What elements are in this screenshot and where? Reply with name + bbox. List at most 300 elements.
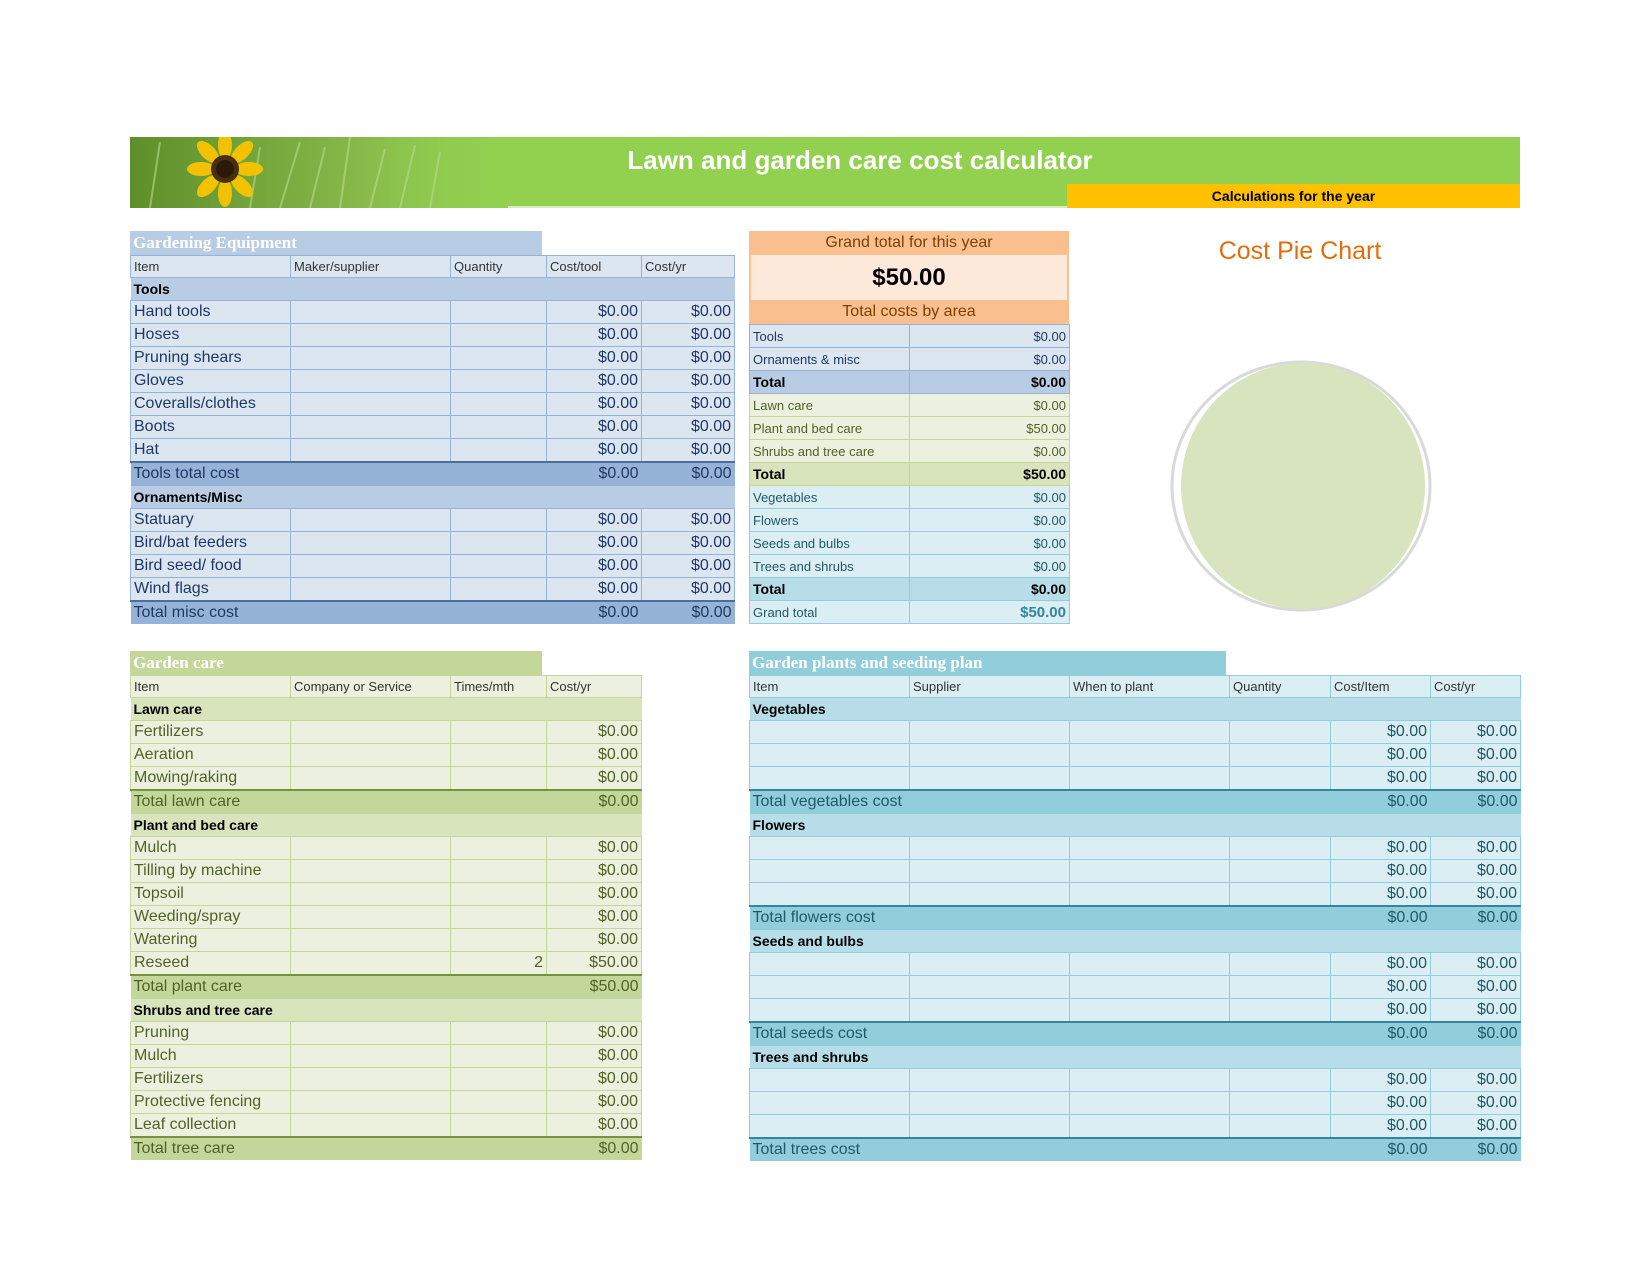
total-label: Total trees cost — [750, 1138, 1331, 1161]
cost-item-cell[interactable]: $0.00 — [1331, 999, 1431, 1023]
item-cell[interactable]: Statuary — [131, 509, 291, 532]
total-row — [750, 1022, 1521, 1046]
item-cell[interactable] — [750, 1115, 910, 1139]
when-cell[interactable] — [1070, 721, 1230, 744]
supplier-cell[interactable] — [291, 324, 451, 347]
company-cell[interactable] — [291, 767, 451, 791]
company-cell[interactable] — [291, 837, 451, 860]
supplier-cell[interactable] — [910, 953, 1070, 976]
supplier-cell[interactable] — [910, 999, 1070, 1023]
supplier-cell[interactable] — [291, 439, 451, 463]
supplier-cell[interactable] — [910, 883, 1070, 907]
company-cell[interactable] — [291, 883, 451, 906]
cost-yr-cell: $0.00 — [1431, 744, 1521, 767]
when-cell[interactable] — [1070, 1092, 1230, 1115]
item-cell[interactable] — [750, 767, 910, 791]
company-cell[interactable] — [291, 744, 451, 767]
supplier-cell[interactable] — [910, 1069, 1070, 1092]
cost-tool-cell[interactable]: $0.00 — [547, 393, 642, 416]
summary-value: $0.00 — [910, 440, 1070, 463]
cost-yr-cell: $0.00 — [642, 393, 735, 416]
summary-label: Trees and shrubs — [750, 555, 910, 578]
cost-yr-cell: $0.00 — [1431, 976, 1521, 999]
item-cell[interactable]: Mowing/raking — [131, 767, 291, 791]
item-cell[interactable]: Bird/bat feeders — [131, 532, 291, 555]
cost-yr-cell: $0.00 — [547, 906, 642, 929]
supplier-cell[interactable] — [291, 370, 451, 393]
company-cell[interactable] — [291, 1068, 451, 1091]
quantity-cell[interactable] — [451, 578, 547, 602]
table-row — [131, 555, 735, 578]
times-cell[interactable] — [451, 721, 547, 744]
when-cell[interactable] — [1070, 837, 1230, 860]
cost-yr-cell: $0.00 — [547, 1091, 642, 1114]
cost-yr-cell: $0.00 — [642, 347, 735, 370]
table-row — [131, 301, 735, 324]
cost-item-cell[interactable]: $0.00 — [1331, 767, 1431, 791]
table-row — [750, 837, 1521, 860]
quantity-cell[interactable] — [1230, 721, 1331, 744]
supplier-cell[interactable] — [910, 1092, 1070, 1115]
item-cell[interactable]: Tilling by machine — [131, 860, 291, 883]
section-header-tools: Tools — [131, 278, 735, 301]
company-cell[interactable] — [291, 1114, 451, 1138]
grand-total-value: $50.00 — [749, 255, 1069, 300]
company-cell[interactable] — [291, 929, 451, 952]
item-cell[interactable] — [750, 999, 910, 1023]
column-header: Company or Service — [291, 676, 451, 698]
total-cost-item: $0.00 — [1331, 906, 1431, 930]
item-cell[interactable]: Mulch — [131, 837, 291, 860]
total-cost-item: $0.00 — [1331, 1138, 1431, 1161]
when-cell[interactable] — [1070, 860, 1230, 883]
cost-yr-cell: $0.00 — [642, 324, 735, 347]
total-cost-yr: $0.00 — [1431, 1022, 1521, 1046]
when-cell[interactable] — [1070, 1069, 1230, 1092]
table-row — [131, 1022, 642, 1045]
item-cell[interactable]: Leaf collection — [131, 1114, 291, 1138]
item-cell[interactable]: Hoses — [131, 324, 291, 347]
cost-tool-cell[interactable]: $0.00 — [547, 532, 642, 555]
company-cell[interactable] — [291, 906, 451, 929]
table-row — [131, 1045, 642, 1068]
cost-tool-cell[interactable]: $0.00 — [547, 347, 642, 370]
item-cell[interactable]: Pruning — [131, 1022, 291, 1045]
quantity-cell[interactable] — [451, 370, 547, 393]
total-cost-item: $0.00 — [1331, 790, 1431, 814]
summary-value: $0.00 — [910, 532, 1070, 555]
times-cell[interactable] — [451, 860, 547, 883]
table-row — [131, 393, 735, 416]
total-row — [750, 906, 1521, 930]
section-header-plant-and-bed-care: Plant and bed care — [131, 814, 642, 837]
quantity-cell[interactable] — [451, 509, 547, 532]
column-header: Cost/yr — [642, 256, 735, 278]
company-cell[interactable] — [291, 1091, 451, 1114]
quantity-cell[interactable] — [1230, 1092, 1331, 1115]
item-cell[interactable] — [750, 860, 910, 883]
cost-yr-cell: $0.00 — [547, 860, 642, 883]
times-cell[interactable] — [451, 1022, 547, 1045]
summary-row — [750, 486, 1070, 509]
summary-label: Total — [750, 463, 910, 486]
summary-row — [750, 417, 1070, 440]
cost-yr-cell: $0.00 — [1431, 1115, 1521, 1139]
total-row — [750, 790, 1521, 814]
summary-label: Total — [750, 371, 910, 394]
table-row — [750, 999, 1521, 1023]
item-cell[interactable]: Reseed — [131, 952, 291, 976]
cost-item-cell[interactable]: $0.00 — [1331, 721, 1431, 744]
plants-section-title: Garden plants and seeding plan — [749, 651, 1226, 675]
item-cell[interactable]: Topsoil — [131, 883, 291, 906]
column-header: Cost/yr — [547, 676, 642, 698]
quantity-cell[interactable] — [1230, 860, 1331, 883]
table-row — [131, 860, 642, 883]
summary-row — [750, 509, 1070, 532]
quantity-cell[interactable] — [1230, 999, 1331, 1023]
plants-table — [749, 675, 1521, 1161]
summary-total-row — [750, 463, 1070, 486]
summary-label: Plant and bed care — [750, 417, 910, 440]
total-label: Total flowers cost — [750, 906, 1331, 930]
total-cost-yr: $50.00 — [547, 975, 642, 999]
table-header-row — [131, 676, 642, 698]
item-cell[interactable] — [750, 953, 910, 976]
company-cell[interactable] — [291, 1022, 451, 1045]
cost-item-cell[interactable]: $0.00 — [1331, 953, 1431, 976]
garden-care-table — [130, 675, 642, 1160]
quantity-cell[interactable] — [451, 416, 547, 439]
supplier-cell[interactable] — [291, 416, 451, 439]
total-row — [131, 1137, 642, 1160]
cost-yr-cell: $0.00 — [1431, 721, 1521, 744]
times-cell[interactable] — [451, 837, 547, 860]
section-header-trees-and-shrubs: Trees and shrubs — [750, 1046, 1521, 1069]
item-cell[interactable] — [750, 1092, 910, 1115]
quantity-cell[interactable] — [1230, 883, 1331, 907]
when-cell[interactable] — [1070, 976, 1230, 999]
quantity-cell[interactable] — [451, 393, 547, 416]
item-cell[interactable]: Mulch — [131, 1045, 291, 1068]
when-cell[interactable] — [1070, 999, 1230, 1023]
summary-value: $0.00 — [910, 348, 1070, 371]
summary-label: Shrubs and tree care — [750, 440, 910, 463]
cost-tool-cell[interactable]: $0.00 — [547, 578, 642, 602]
cost-yr-cell: $0.00 — [642, 509, 735, 532]
table-row — [131, 906, 642, 929]
item-cell[interactable] — [750, 744, 910, 767]
summary-label: Grand total — [750, 601, 910, 624]
company-cell[interactable] — [291, 860, 451, 883]
cost-yr-cell: $0.00 — [547, 744, 642, 767]
cost-yr-cell: $0.00 — [642, 439, 735, 463]
quantity-cell[interactable] — [1230, 953, 1331, 976]
summary-value: $0.00 — [910, 486, 1070, 509]
cost-yr-cell: $0.00 — [642, 370, 735, 393]
cost-item-cell[interactable]: $0.00 — [1331, 744, 1431, 767]
supplier-cell[interactable] — [910, 860, 1070, 883]
item-cell[interactable]: Coveralls/clothes — [131, 393, 291, 416]
supplier-cell[interactable] — [910, 721, 1070, 744]
total-label: Total seeds cost — [750, 1022, 1331, 1046]
total-cost-yr: $0.00 — [547, 790, 642, 814]
cost-yr-cell: $0.00 — [547, 837, 642, 860]
item-cell[interactable] — [750, 883, 910, 907]
table-row — [131, 837, 642, 860]
supplier-cell[interactable] — [910, 976, 1070, 999]
cost-yr-cell: $0.00 — [1431, 1092, 1521, 1115]
table-row — [131, 416, 735, 439]
total-cost-yr: $0.00 — [1431, 790, 1521, 814]
when-cell[interactable] — [1070, 744, 1230, 767]
total-row — [131, 975, 642, 999]
total-cost-yr: $0.00 — [642, 601, 735, 624]
cost-item-cell[interactable]: $0.00 — [1331, 837, 1431, 860]
summary-value: $0.00 — [910, 555, 1070, 578]
cost-tool-cell[interactable]: $0.00 — [547, 439, 642, 463]
summary-label: Ornaments & misc — [750, 348, 910, 371]
page-title: Lawn and garden care cost calculator — [627, 145, 1093, 175]
quantity-cell[interactable] — [451, 532, 547, 555]
summary-row — [750, 532, 1070, 555]
table-row — [750, 767, 1521, 791]
cost-tool-cell[interactable]: $0.00 — [547, 370, 642, 393]
times-cell[interactable] — [451, 1091, 547, 1114]
times-cell[interactable] — [451, 883, 547, 906]
times-cell[interactable] — [451, 744, 547, 767]
item-cell[interactable]: Pruning shears — [131, 347, 291, 370]
cost-item-cell[interactable]: $0.00 — [1331, 1115, 1431, 1139]
quantity-cell[interactable] — [1230, 744, 1331, 767]
supplier-cell[interactable] — [910, 837, 1070, 860]
total-row — [750, 1138, 1521, 1161]
cost-yr-cell: $0.00 — [1431, 953, 1521, 976]
grand-total-label: Grand total for this year — [749, 231, 1069, 255]
table-row — [750, 953, 1521, 976]
times-cell[interactable] — [451, 767, 547, 791]
quantity-cell[interactable] — [451, 301, 547, 324]
total-cost-tool: $0.00 — [547, 601, 642, 624]
banner-subtitle: Calculations for the year — [1067, 184, 1520, 208]
table-row — [131, 1091, 642, 1114]
section-header-lawn-care: Lawn care — [131, 698, 642, 721]
costs-by-area-label: Total costs by area — [749, 300, 1069, 324]
section-header-flowers: Flowers — [750, 814, 1521, 837]
when-cell[interactable] — [1070, 883, 1230, 907]
pie-slice-plant-and-bed-care — [1181, 363, 1425, 609]
supplier-cell[interactable] — [910, 767, 1070, 791]
summary-value: $0.00 — [910, 394, 1070, 417]
supplier-cell[interactable] — [291, 301, 451, 324]
item-cell[interactable]: Hat — [131, 439, 291, 463]
times-cell[interactable] — [451, 906, 547, 929]
cost-yr-cell: $0.00 — [547, 883, 642, 906]
company-cell[interactable] — [291, 1045, 451, 1068]
total-label: Tools total cost — [131, 462, 547, 486]
supplier-cell[interactable] — [910, 744, 1070, 767]
quantity-cell[interactable] — [451, 439, 547, 463]
quantity-cell[interactable] — [1230, 1069, 1331, 1092]
cost-yr-cell: $0.00 — [642, 416, 735, 439]
summary-value: $0.00 — [910, 325, 1070, 348]
when-cell[interactable] — [1070, 953, 1230, 976]
item-cell[interactable]: Fertilizers — [131, 721, 291, 744]
item-cell[interactable]: Hand tools — [131, 301, 291, 324]
supplier-cell[interactable] — [291, 393, 451, 416]
table-row — [750, 744, 1521, 767]
when-cell[interactable] — [1070, 767, 1230, 791]
item-cell[interactable] — [750, 721, 910, 744]
table-header-row — [750, 676, 1521, 698]
column-header: Item — [750, 676, 910, 698]
summary-row — [750, 348, 1070, 371]
table-row — [131, 439, 735, 463]
item-cell[interactable]: Protective fencing — [131, 1091, 291, 1114]
costs-by-area-table — [749, 324, 1070, 624]
cost-item-cell[interactable]: $0.00 — [1331, 976, 1431, 999]
cost-item-cell[interactable]: $0.00 — [1331, 1092, 1431, 1115]
column-header: Cost/yr — [1431, 676, 1521, 698]
summary-value: $50.00 — [910, 601, 1070, 624]
item-cell[interactable] — [750, 976, 910, 999]
equipment-table — [130, 255, 735, 624]
table-row — [750, 860, 1521, 883]
column-header: Item — [131, 256, 291, 278]
cost-tool-cell[interactable]: $0.00 — [547, 324, 642, 347]
column-header: When to plant — [1070, 676, 1230, 698]
quantity-cell[interactable] — [451, 555, 547, 578]
table-row — [750, 1092, 1521, 1115]
cost-yr-cell: $0.00 — [1431, 860, 1521, 883]
total-cost-yr: $0.00 — [547, 1137, 642, 1160]
supplier-cell[interactable] — [291, 509, 451, 532]
table-row — [750, 976, 1521, 999]
total-cost-yr: $0.00 — [642, 462, 735, 486]
table-row — [131, 1068, 642, 1091]
total-label: Total tree care — [131, 1137, 547, 1160]
supplier-cell[interactable] — [291, 555, 451, 578]
total-label: Total plant care — [131, 975, 547, 999]
table-row — [131, 347, 735, 370]
item-cell[interactable]: Gloves — [131, 370, 291, 393]
cost-yr-cell: $0.00 — [642, 555, 735, 578]
quantity-cell[interactable] — [1230, 837, 1331, 860]
column-header: Cost/Item — [1331, 676, 1431, 698]
summary-label: Vegetables — [750, 486, 910, 509]
summary-value: $0.00 — [910, 578, 1070, 601]
times-cell[interactable] — [451, 1114, 547, 1138]
cost-yr-cell: $0.00 — [547, 1068, 642, 1091]
column-header: Times/mth — [451, 676, 547, 698]
summary-row — [750, 555, 1070, 578]
quantity-cell[interactable] — [451, 324, 547, 347]
table-row — [131, 883, 642, 906]
quantity-cell[interactable] — [451, 347, 547, 370]
cost-item-cell[interactable]: $0.00 — [1331, 860, 1431, 883]
cost-yr-cell: $0.00 — [1431, 837, 1521, 860]
cost-item-cell[interactable]: $0.00 — [1331, 1069, 1431, 1092]
column-header: Quantity — [451, 256, 547, 278]
table-row — [131, 1114, 642, 1138]
cost-yr-cell: $0.00 — [1431, 767, 1521, 791]
summary-total-row — [750, 578, 1070, 601]
company-cell[interactable] — [291, 952, 451, 976]
total-label: Total misc cost — [131, 601, 547, 624]
pie-chart-title: Cost Pie Chart — [1218, 237, 1382, 265]
times-cell[interactable] — [451, 1045, 547, 1068]
total-label: Total lawn care — [131, 790, 547, 814]
summary-value: $50.00 — [910, 417, 1070, 440]
equipment-section-title: Gardening Equipment — [130, 231, 542, 255]
item-cell[interactable]: Watering — [131, 929, 291, 952]
company-cell[interactable] — [291, 721, 451, 744]
table-row — [131, 532, 735, 555]
item-cell[interactable] — [750, 1069, 910, 1092]
item-cell[interactable]: Wind flags — [131, 578, 291, 602]
table-row — [750, 1069, 1521, 1092]
item-cell[interactable]: Fertilizers — [131, 1068, 291, 1091]
summary-value: $0.00 — [910, 371, 1070, 394]
times-cell[interactable] — [451, 929, 547, 952]
supplier-cell[interactable] — [291, 578, 451, 602]
supplier-cell[interactable] — [910, 1115, 1070, 1139]
item-cell[interactable]: Weeding/spray — [131, 906, 291, 929]
cost-yr-cell: $0.00 — [547, 929, 642, 952]
quantity-cell[interactable] — [1230, 1115, 1331, 1139]
column-header: Maker/supplier — [291, 256, 451, 278]
cost-item-cell[interactable]: $0.00 — [1331, 883, 1431, 907]
item-cell[interactable]: Aeration — [131, 744, 291, 767]
cost-yr-cell: $0.00 — [642, 578, 735, 602]
summary-row — [750, 440, 1070, 463]
supplier-cell[interactable] — [291, 347, 451, 370]
summary-total-row — [750, 371, 1070, 394]
column-header: Cost/tool — [547, 256, 642, 278]
cost-yr-cell: $0.00 — [547, 1022, 642, 1045]
summary-label: Seeds and bulbs — [750, 532, 910, 555]
supplier-cell[interactable] — [291, 532, 451, 555]
cost-tool-cell[interactable]: $0.00 — [547, 416, 642, 439]
table-row — [131, 324, 735, 347]
quantity-cell[interactable] — [1230, 767, 1331, 791]
summary-label: Lawn care — [750, 394, 910, 417]
column-header: Item — [131, 676, 291, 698]
cost-yr-cell: $0.00 — [1431, 1069, 1521, 1092]
table-row — [131, 509, 735, 532]
total-row — [131, 790, 642, 814]
cost-tool-cell[interactable]: $0.00 — [547, 301, 642, 324]
cost-tool-cell[interactable]: $0.00 — [547, 509, 642, 532]
item-cell[interactable]: Boots — [131, 416, 291, 439]
total-row — [131, 462, 735, 486]
times-cell[interactable]: 2 — [451, 952, 547, 976]
item-cell[interactable] — [750, 837, 910, 860]
cost-yr-cell: $0.00 — [547, 1045, 642, 1068]
section-header-shrubs-and-tree-care: Shrubs and tree care — [131, 999, 642, 1022]
times-cell[interactable] — [451, 1068, 547, 1091]
banner-divider — [508, 206, 1067, 208]
quantity-cell[interactable] — [1230, 976, 1331, 999]
item-cell[interactable]: Bird seed/ food — [131, 555, 291, 578]
cost-tool-cell[interactable]: $0.00 — [547, 555, 642, 578]
table-row — [750, 1115, 1521, 1139]
cost-yr-cell: $0.00 — [547, 721, 642, 744]
cost-yr-cell: $50.00 — [547, 952, 642, 976]
total-cost-tool: $0.00 — [547, 462, 642, 486]
cost-yr-cell: $0.00 — [1431, 999, 1521, 1023]
when-cell[interactable] — [1070, 1115, 1230, 1139]
